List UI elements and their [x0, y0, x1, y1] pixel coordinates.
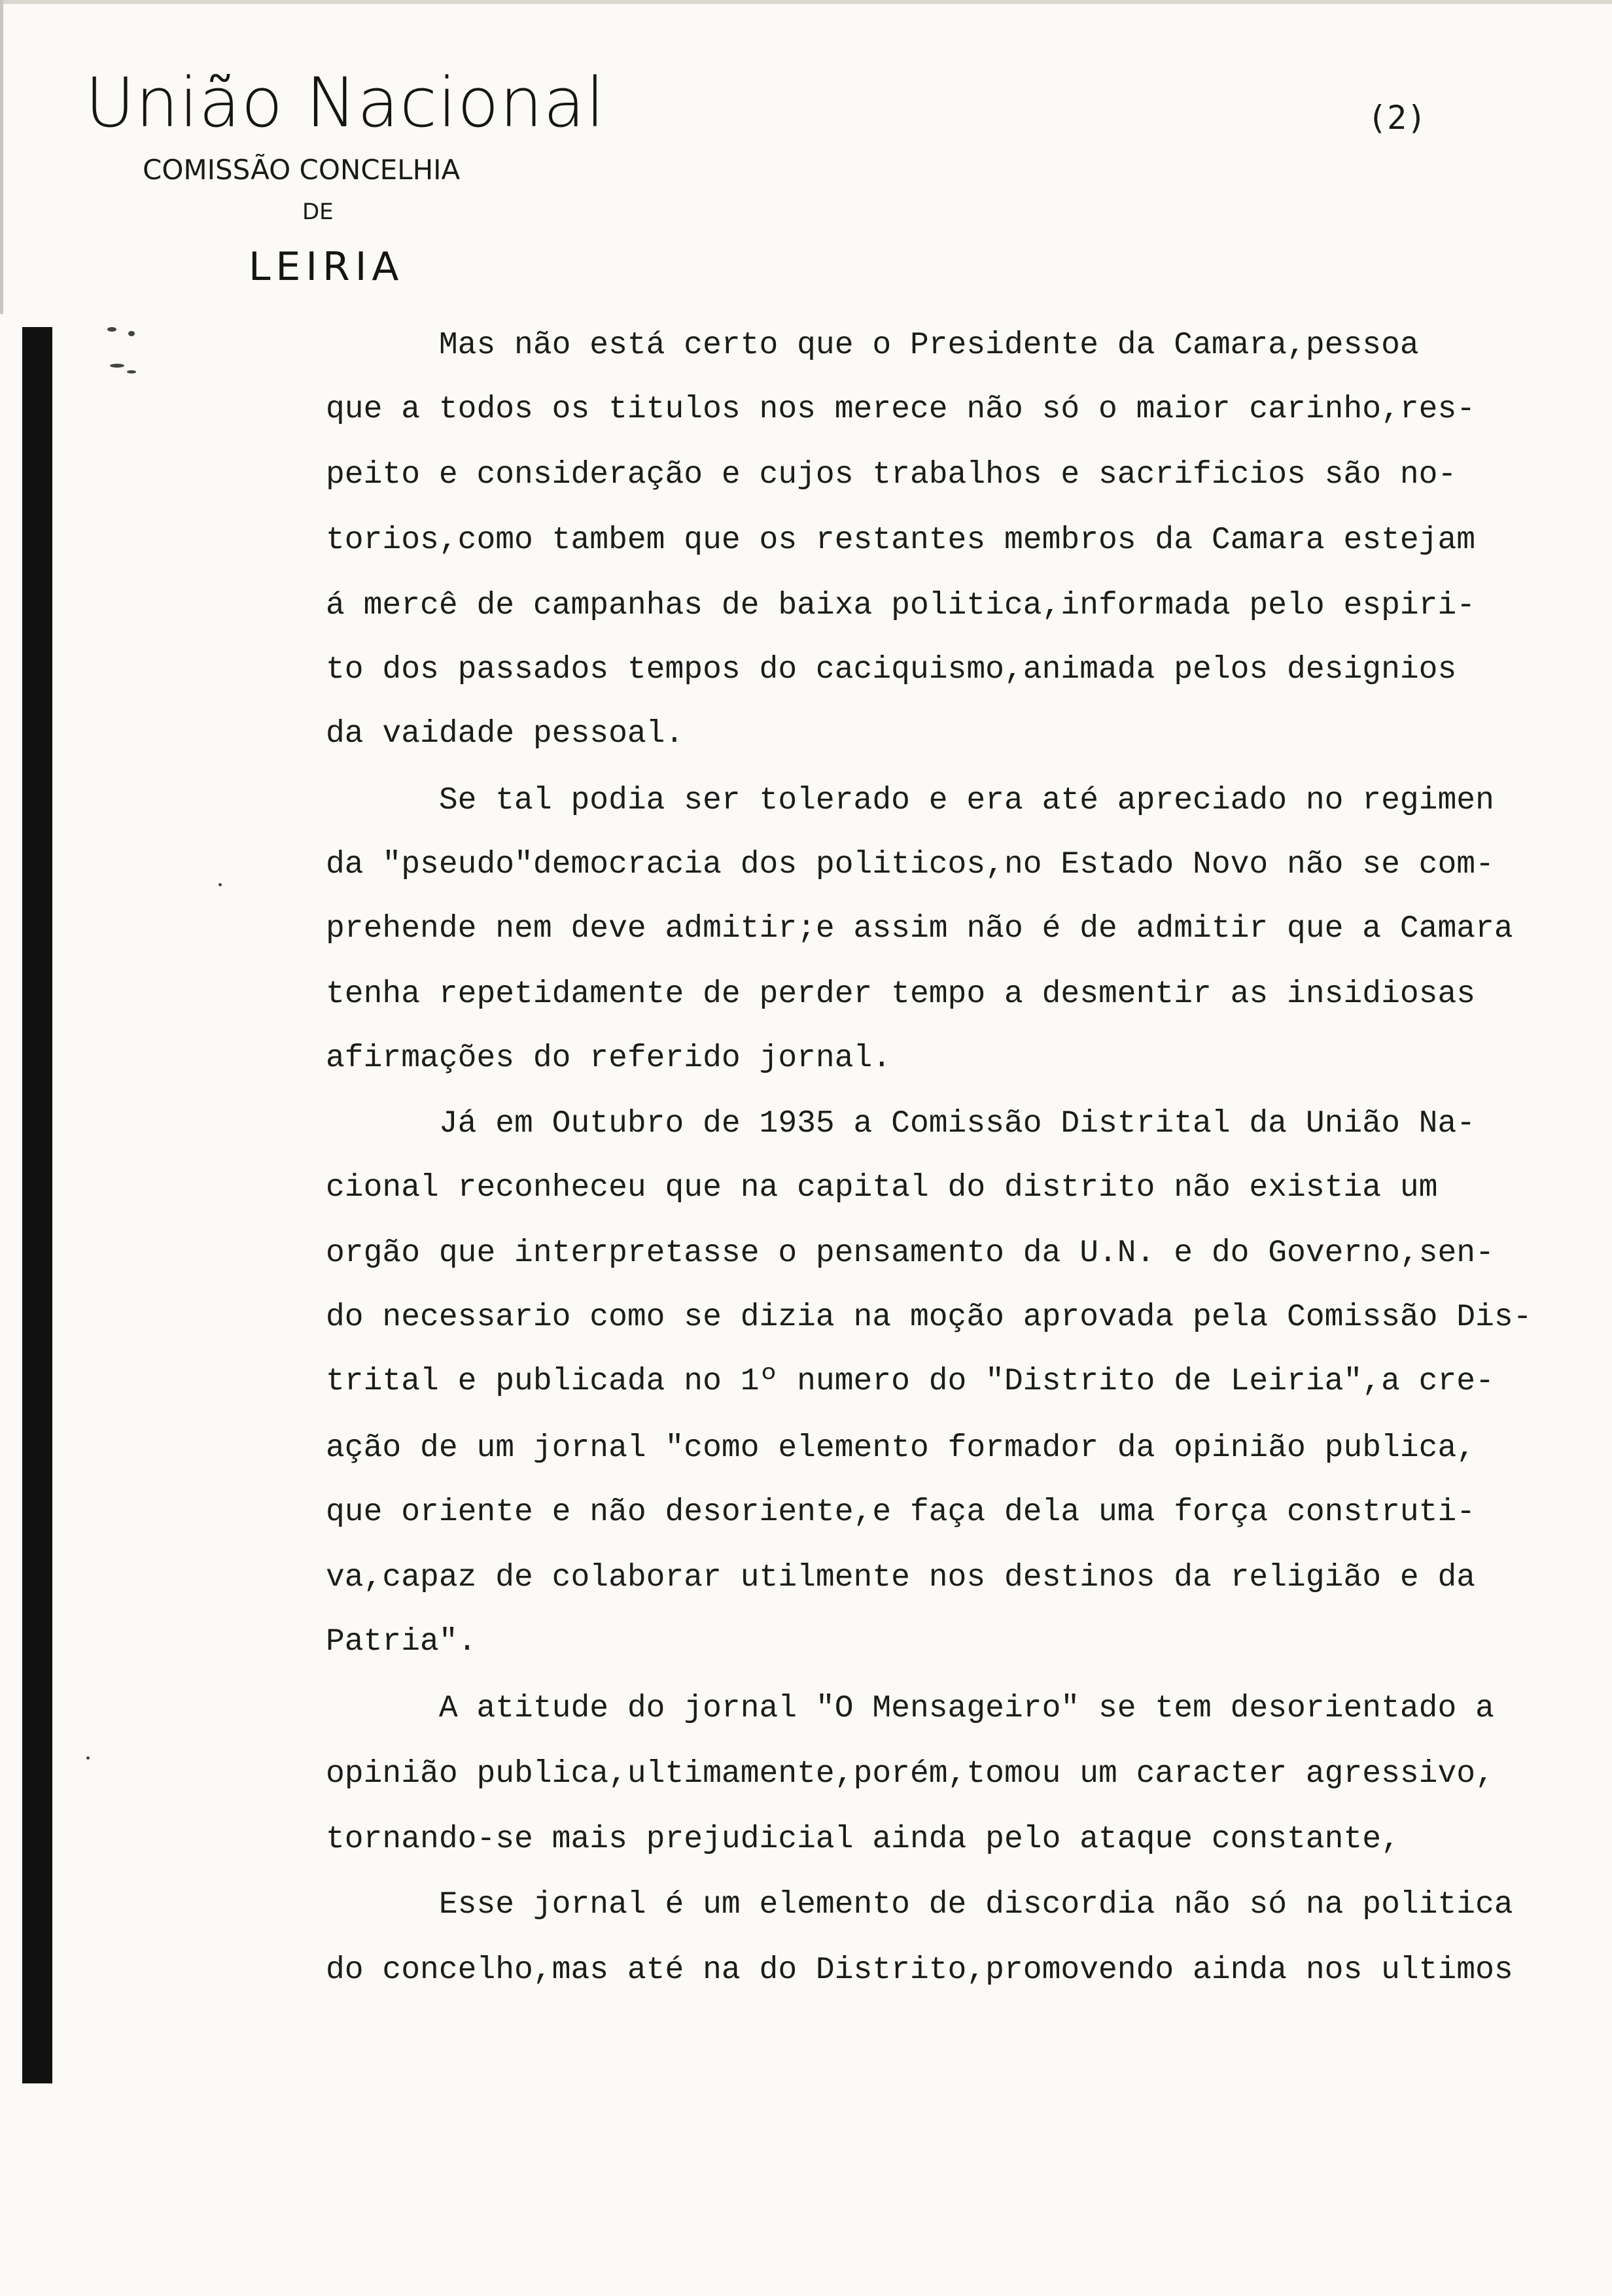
letterhead-title: União Nacional — [85, 63, 606, 143]
text-line: da vaidade pessoal. — [326, 716, 684, 752]
text-line: da "pseudo"democracia dos politicos,no Estado Novo não se com- — [326, 847, 1494, 882]
text-line: que a todos os titulos nos merece não só o maior carinho,res- — [326, 392, 1476, 427]
scan-edge-left — [0, 0, 3, 314]
text-line: opinião publica,ultimamente,porém,tomou um caracter agressivo, — [326, 1756, 1494, 1792]
binding-shadow — [22, 327, 52, 2083]
text-line: tenha repetidamente de perder tempo a desmentir as insidiosas — [326, 977, 1476, 1012]
text-line: peito e consideração e cujos trabalhos e sacrificios são no- — [326, 457, 1457, 493]
page-number: (2) — [1367, 99, 1427, 137]
text-line: to dos passados tempos do caciquismo,animada pelos designios — [326, 652, 1457, 687]
text-line: ação de um jornal "como elemento formador da opinião publica, — [326, 1431, 1476, 1466]
text-line: orgão que interpretasse o pensamento da U.N. e do Governo,sen- — [326, 1236, 1494, 1271]
text-line: Se tal podia ser tolerado e era até apreciado no regimen — [326, 783, 1494, 818]
ink-speck — [127, 370, 136, 374]
text-line: á mercê de campanhas de baixa politica,informada pelo espiri- — [326, 588, 1476, 623]
text-line: prehende nem deve admitir;e assim não é de admitir que a Camara — [326, 911, 1513, 947]
text-line: torios,como tambem que os restantes membros da Camara estejam — [326, 523, 1476, 558]
text-line: tornando-se mais prejudicial ainda pelo ataque constante, — [326, 1822, 1400, 1857]
text-line: Esse jornal é um elemento de discordia não só na politica — [326, 1887, 1513, 1922]
text-line: A atitude do jornal "O Mensageiro" se tem desorientado a — [326, 1691, 1494, 1726]
text-line: Mas não está certo que o Presidente da Camara,pessoa — [326, 328, 1419, 363]
scan-edge-top — [0, 0, 1612, 4]
ink-speck — [86, 1756, 90, 1760]
letterhead-subtitle: COMISSÃO CONCELHIA — [143, 154, 461, 186]
letterhead-city: LEIRIA — [249, 244, 404, 290]
ink-speck — [110, 364, 124, 368]
text-line: do necessario como se dizia na moção aprovada pela Comissão Dis- — [326, 1300, 1532, 1335]
text-line: que oriente e não desoriente,e faça dela uma força construti- — [326, 1495, 1476, 1530]
ink-speck — [219, 883, 222, 886]
text-line: va,capaz de colaborar utilmente nos destinos da religião e da — [326, 1560, 1476, 1595]
text-line: Já em Outubro de 1935 a Comissão Distrital da União Na- — [326, 1106, 1476, 1141]
ink-speck — [107, 327, 116, 332]
ink-speck — [128, 331, 135, 336]
text-line: trital e publicada no 1º numero do "Distrito de Leiria",a cre- — [326, 1364, 1494, 1399]
letterhead-preposition: DE — [302, 199, 334, 225]
text-line: do concelho,mas até na do Distrito,promovendo ainda nos ultimos — [326, 1953, 1513, 1988]
text-line: cional reconheceu que na capital do distrito não existia um — [326, 1170, 1438, 1206]
text-line: Patria". — [326, 1624, 477, 1660]
text-line: afirmações do referido jornal. — [326, 1041, 892, 1076]
